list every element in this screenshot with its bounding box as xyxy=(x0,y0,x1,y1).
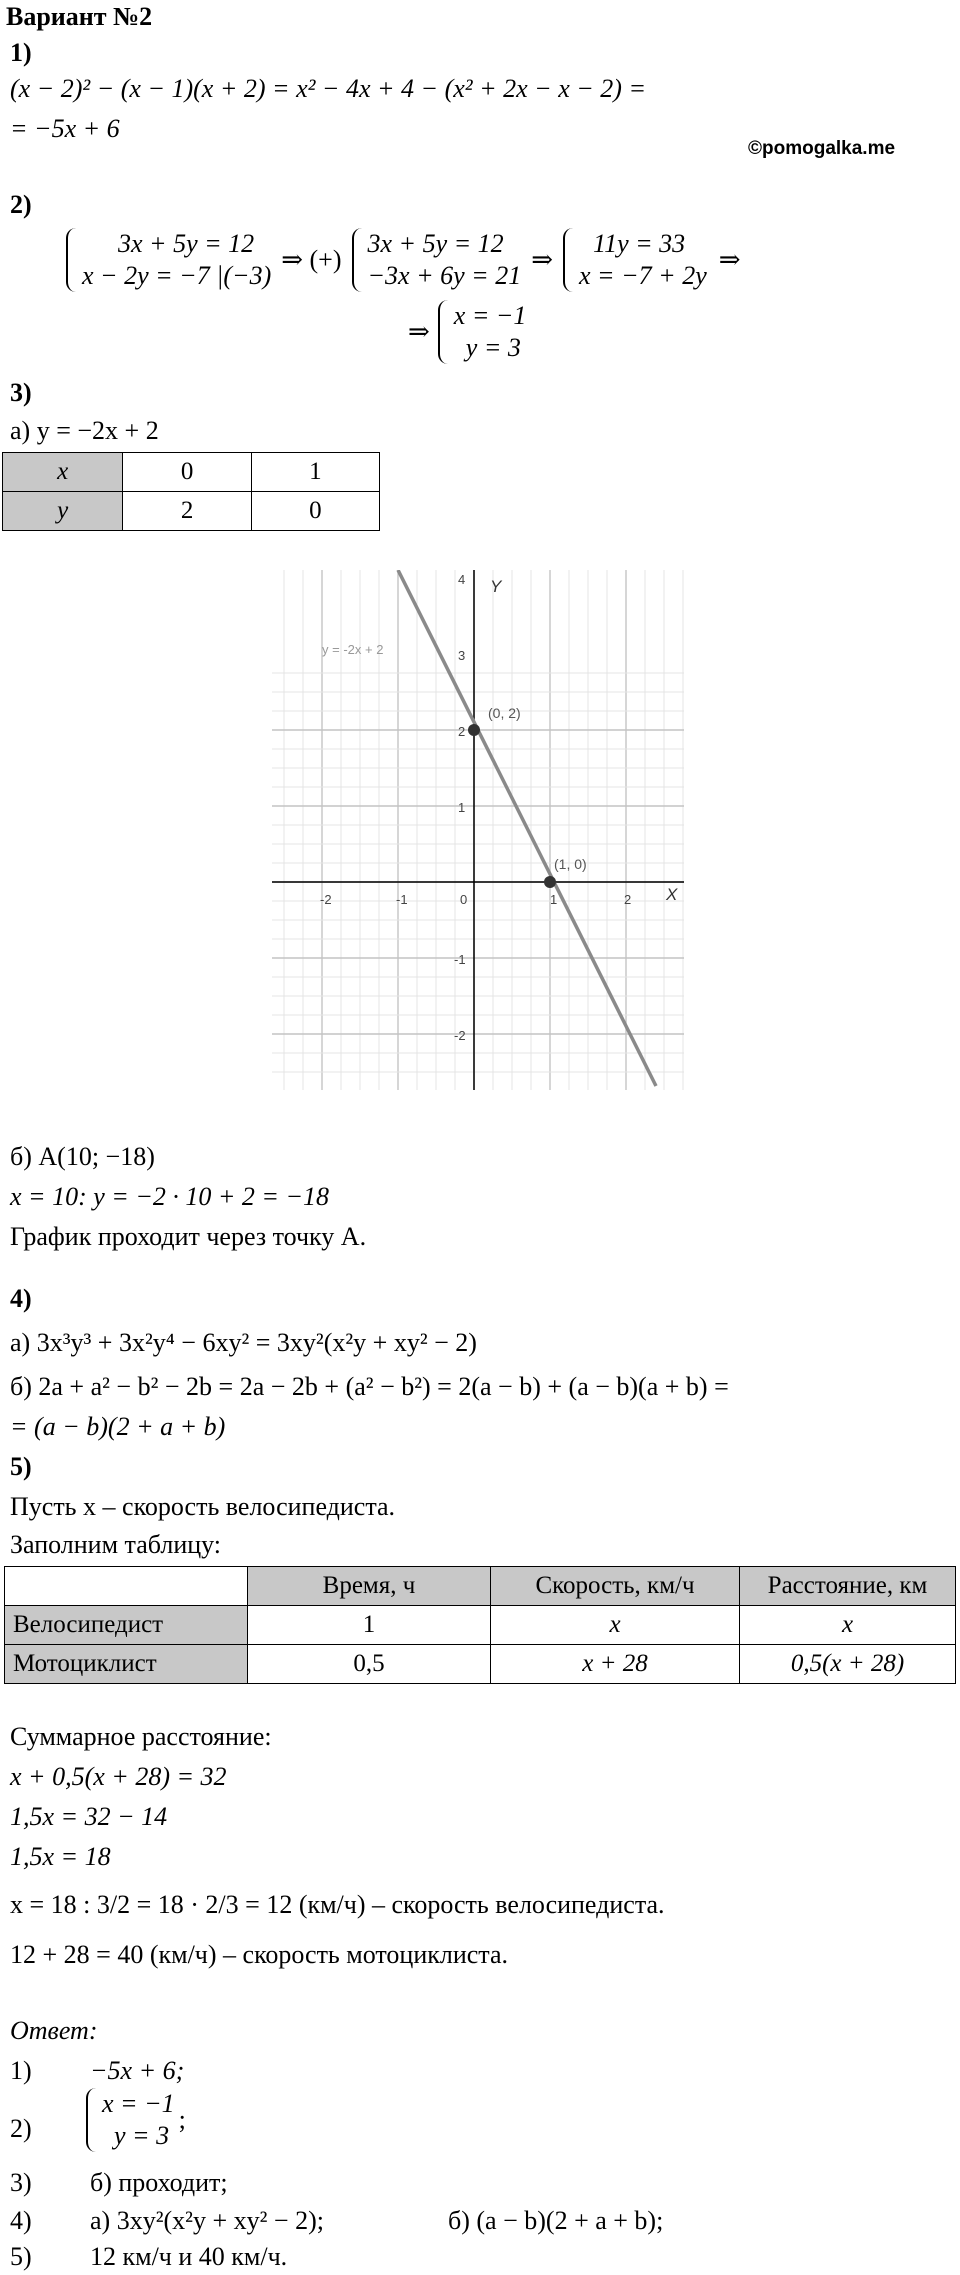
table-header-cell xyxy=(5,1567,248,1606)
task3-point: б) A(10; −18) xyxy=(10,1142,155,1171)
arrow-implies: ⇒ xyxy=(408,317,430,346)
table-row xyxy=(3,492,380,531)
y-axis-label: Y xyxy=(490,577,502,596)
system-brace xyxy=(86,2088,102,2152)
system-2-row2: −3x + 6y = 21 xyxy=(367,261,522,290)
x-tick: 1 xyxy=(550,892,558,907)
system-3 xyxy=(563,228,707,292)
answer-1-text: −5x + 6; xyxy=(90,2056,185,2085)
answer-4-text-b: б) (a − b)(2 + a + b); xyxy=(448,2206,664,2235)
x-tick: 0 xyxy=(460,892,468,907)
table-cell: y xyxy=(3,492,123,531)
system-brace xyxy=(438,300,454,364)
table-cell: 1 xyxy=(248,1606,491,1645)
task5-number: 5) xyxy=(10,1452,32,1481)
table-cell: Велосипедист xyxy=(5,1606,248,1645)
system-4-row2: y = 3 xyxy=(465,333,521,362)
system-3-row1: 11y = 33 xyxy=(593,229,686,258)
arrow-implies: ⇒ xyxy=(718,245,741,274)
answer-4-text-a: а) 3xy²(x²y + xy² − 2); xyxy=(90,2206,324,2235)
y-tick: -2 xyxy=(454,1028,466,1043)
point-0-2 xyxy=(468,724,480,736)
motion-table xyxy=(4,1566,956,1684)
x-tick: -2 xyxy=(320,892,332,907)
task2-equation-row1 xyxy=(66,228,741,292)
task3-check: x = 10: y = −2 · 10 + 2 = −18 xyxy=(10,1182,330,1211)
table-cell: Мотоциклист xyxy=(5,1645,248,1684)
table-cell: 0,5(x + 28) xyxy=(740,1645,956,1684)
table-header-cell: Время, ч xyxy=(248,1567,491,1606)
y-tick: 3 xyxy=(458,648,466,663)
table-cell: 0 xyxy=(123,453,251,492)
table-cell: 1 xyxy=(251,453,379,492)
table-cell: 2 xyxy=(123,492,251,531)
system-1-row2: x − 2y = −7 |(−3) xyxy=(82,261,272,290)
table-cell: x xyxy=(3,453,123,492)
answer-system xyxy=(86,2088,175,2152)
table-cell: 0,5 xyxy=(248,1645,491,1684)
system-4 xyxy=(438,300,527,364)
table-header-cell: Расстояние, км xyxy=(740,1567,956,1606)
task2-number: 2) xyxy=(10,190,32,219)
y-tick: 4 xyxy=(458,572,466,587)
table-cell: x xyxy=(740,1606,956,1645)
answer-3-text: б) проходит; xyxy=(90,2168,228,2197)
task4-number: 4) xyxy=(10,1284,32,1313)
system-1-row1: 3x + 5y = 12 xyxy=(118,229,255,258)
table-row xyxy=(5,1645,956,1684)
x-tick: 2 xyxy=(624,892,632,907)
task5-intro1: Пусть x – скорость велосипедиста. xyxy=(10,1492,396,1521)
equation-2: 1,5x = 32 − 14 xyxy=(10,1802,168,1831)
answer-2-system xyxy=(86,2088,186,2152)
answer-4-number: 4) xyxy=(10,2206,32,2235)
y-tick: 1 xyxy=(458,800,466,815)
system-brace xyxy=(66,228,82,292)
answer-2-semicolon: ; xyxy=(178,2105,186,2134)
point2-label: (1, 0) xyxy=(554,856,587,872)
task5-intro2: Заполним таблицу: xyxy=(10,1530,222,1559)
table-cell: x xyxy=(491,1606,740,1645)
arrow-plus: ⇒ (+) xyxy=(281,245,342,274)
task2-equation-row2 xyxy=(408,300,526,364)
task1-number: 1) xyxy=(10,38,32,67)
task3-number: 3) xyxy=(10,378,32,407)
y-tick: 2 xyxy=(458,724,466,739)
x-tick: -1 xyxy=(396,892,408,907)
equation-1: x + 0,5(x + 28) = 32 xyxy=(10,1762,227,1791)
task4-b-line1: б) 2a + a² − b² − 2b = 2a − 2b + (a² − b²) = 2(a − b) + (a − b)(a + b) = xyxy=(10,1372,729,1401)
task3-function: а) y = −2x + 2 xyxy=(10,416,159,445)
function-graph xyxy=(272,570,684,1090)
answer-system-row1: x = −1 xyxy=(102,2089,175,2118)
table-header-row xyxy=(5,1567,956,1606)
system-2 xyxy=(352,228,522,292)
task1-line1: (x − 2)² − (x − 1)(x + 2) = x² − 4x + 4 − (x² + 2x − x − 2) = xyxy=(10,74,647,103)
task3-conclusion: График проходит через точку A. xyxy=(10,1222,367,1251)
point1-label: (0, 2) xyxy=(488,705,521,721)
answer-2-number: 2) xyxy=(10,2114,32,2143)
answer-1-number: 1) xyxy=(10,2056,32,2085)
answer-title: Ответ: xyxy=(10,2016,98,2045)
arrow-implies: ⇒ xyxy=(531,245,554,274)
y-tick: -1 xyxy=(454,952,466,967)
answer-5-number: 5) xyxy=(10,2242,32,2271)
system-brace xyxy=(352,228,368,292)
answer-5-text: 12 км/ч и 40 км/ч. xyxy=(90,2242,288,2271)
table-cell: 0 xyxy=(251,492,379,531)
values-table xyxy=(2,452,380,531)
task1-line2: = −5x + 6 xyxy=(10,114,120,143)
table-row xyxy=(3,453,380,492)
equation-3: 1,5x = 18 xyxy=(10,1842,111,1871)
system-2-row1: 3x + 5y = 12 xyxy=(367,229,504,258)
system-brace xyxy=(563,228,579,292)
sum-title: Суммарное расстояние: xyxy=(10,1722,272,1751)
x-axis-label: X xyxy=(666,885,678,904)
watermark: ©pomogalka.me xyxy=(748,138,896,159)
table-cell: x + 28 xyxy=(491,1645,740,1684)
variant-title: Вариант №2 xyxy=(6,2,153,31)
equation-4: x = 18 : 3/2 = 18 · 2/3 = 12 (км/ч) – скорость велосипедиста. xyxy=(10,1890,665,1919)
answer-system-row2: y = 3 xyxy=(114,2121,170,2150)
system-4-row1: x = −1 xyxy=(453,301,527,330)
line-label: y = -2x + 2 xyxy=(322,642,384,657)
table-row xyxy=(5,1606,956,1645)
system-3-row2: x = −7 + 2y xyxy=(579,261,707,290)
answer-3-number: 3) xyxy=(10,2168,32,2197)
point-1-0 xyxy=(544,876,556,888)
task4-b-line2: = (a − b)(2 + a + b) xyxy=(10,1412,226,1441)
task4-a: а) 3x³y³ + 3x²y⁴ − 6xy² = 3xy²(x²y + xy² − 2) xyxy=(10,1328,477,1357)
equation-5: 12 + 28 = 40 (км/ч) – скорость мотоциклиста. xyxy=(10,1940,509,1969)
function-line xyxy=(398,570,656,1086)
table-header-cell: Скорость, км/ч xyxy=(491,1567,740,1606)
system-1 xyxy=(66,228,271,292)
